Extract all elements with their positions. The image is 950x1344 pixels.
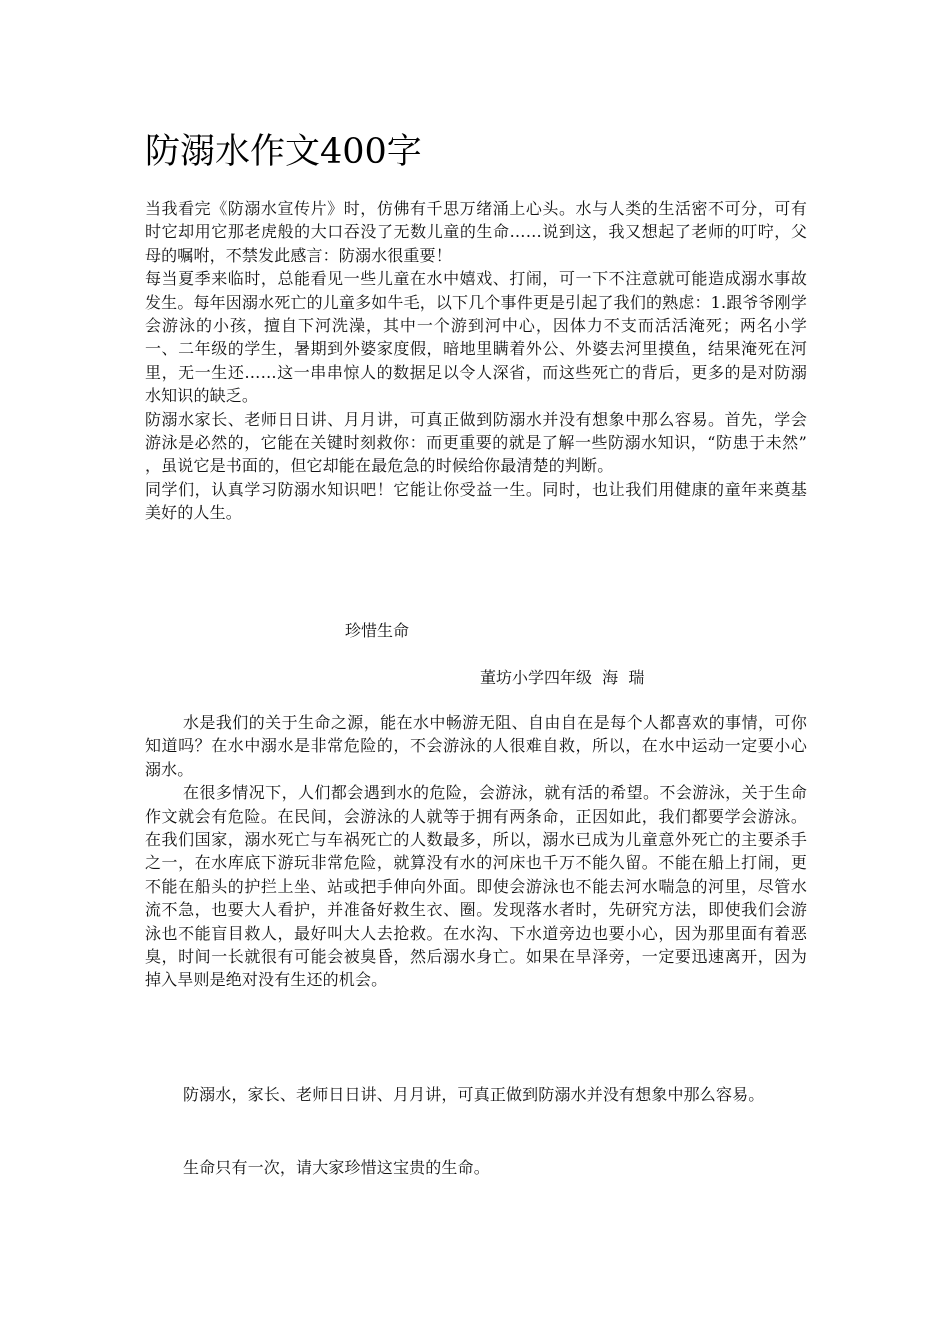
essay-two-closing bbox=[145, 1083, 807, 1106]
essay-one-body bbox=[145, 197, 807, 525]
essay-two-paragraph-2: 在很多情况下，人们都会遇到水的危险，会游泳，就有活的希望。不会游泳，关于生命作文就会有危险。在民间，会游泳的人就等于拥有两条命，正因如此，我们都要学会游泳。在我们国家，溺水死亡与车祸死亡的人数最多，所以，溺水已成为儿童意外死亡的主要杀手之一，在水库底下游玩非常危险，就算没有水的河床也千万不能久留。不能在船上打闹，更不能在船头的护拦上坐、站或把手伸向外面。即使会游泳也不能去河水喘急的河里，尽管水流不急，也要大人看护，并准备好救生衣、圈。发现落水者时，先研究方法，即使我们会游泳也不能盲目救人，最好叫大人去抢救。在水沟、下水道旁边也要小心，因为那里面有着恶臭，时间一长就很有可能会被臭昏，然后溺水身亡。如果在旱泽旁，一定要迅速离开，因为掉入旱则是绝对没有生还的机会。 bbox=[145, 783, 807, 990]
essay-one-paragraph-1: 当我看完《防溺水宣传片》时，仿佛有千思万绪涌上心头。水与人类的生活密不可分，可有时它却用它那老虎般的大口吞没了无数儿童的生命……说到这，我又想起了老师的叮咛，父母的嘱咐，不禁发此感言：防溺水很重要！ bbox=[145, 199, 807, 265]
essay-two-final bbox=[145, 1156, 807, 1179]
essay-one-paragraph-2: 每当夏季来临时，总能看见一些儿童在水中嬉戏、打闹，可一下不注意就可能造成溺水事故发生。每年因溺水死亡的儿童多如牛毛，以下几个事件更是引起了我们的熟虑：1.跟爷爷刚学会游泳的小孩，擅自下河洗澡，其中一个游到河中心，因体力不支而活活淹死；两名小学一、二年级的学生，暑期到外婆家度假，暗地里瞒着外公、外婆去河里摸鱼，结果淹死在河里，无一生还……这一串串惊人的数据足以令人深省，而这些死亡的背后，更多的是对防溺水知识的缺乏。 bbox=[145, 269, 807, 406]
essay-two-title: 珍惜生命 bbox=[345, 621, 410, 640]
page-title: 防溺水作文400字 bbox=[145, 132, 422, 172]
essay-two-paragraph-1: 水是我们的关于生命之源，能在水中畅游无阻、自由自在是每个人都喜欢的事情，可你知道吗？在水中溺水是非常危险的，不会游泳的人很难自救，所以，在水中运动一定要小心溺水。 bbox=[145, 713, 807, 779]
essay-one-paragraph-4: 同学们，认真学习防溺水知识吧！它能让你受益一生。同时，也让我们用健康的童年来奠基美好的人生。 bbox=[145, 479, 807, 523]
essay-two-body bbox=[145, 711, 807, 992]
essay-two-paragraph-4: 生命只有一次，请大家珍惜这宝贵的生命。 bbox=[183, 1158, 490, 1177]
essay-one-paragraph-3: 防溺水家长、老师日日讲、月月讲，可真正做到防溺水并没有想象中那么容易。首先，学会游泳是必然的，它能在关键时刻救你：而更重要的就是了解一些防溺水知识，“防患于未然” ，虽说它是书面的，但它却能在最危急的时候给你最清楚的判断。 bbox=[145, 409, 807, 476]
essay-two-paragraph-3: 防溺水，家长、老师日日讲、月月讲，可真正做到防溺水并没有想象中那么容易。 bbox=[183, 1085, 765, 1104]
essay-two-byline: 董坊小学四年级 海 瑞 bbox=[480, 668, 645, 687]
